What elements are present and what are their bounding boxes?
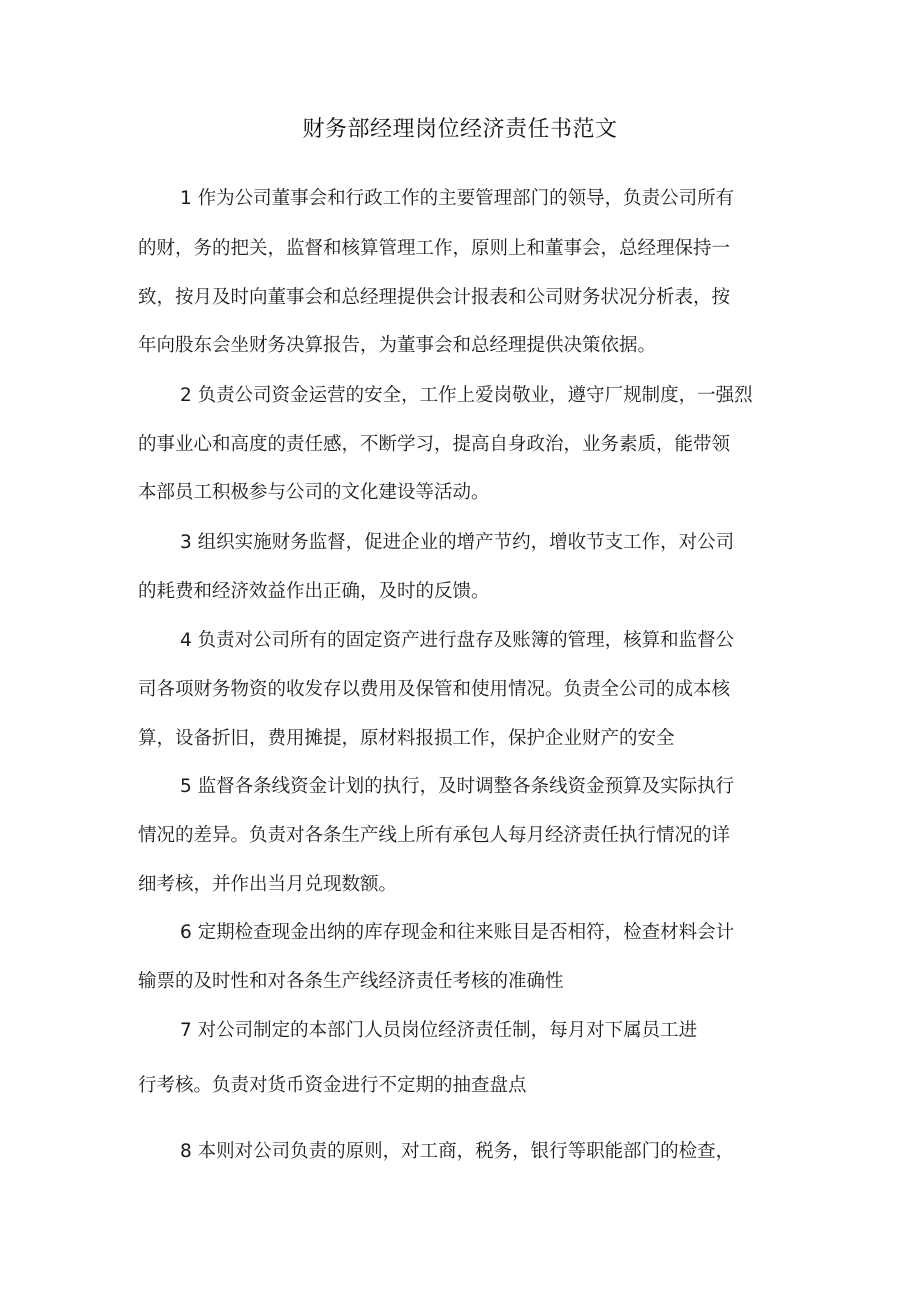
paragraph-6-line-2: 输票的及时性和对各条生产线经济责任考核的准确性 <box>138 971 564 992</box>
paragraph-7-line-1: 7 对公司制定的本部门人员岗位经济责任制，每月对下属员工进 <box>180 1020 698 1041</box>
paragraph-3-line-2: 的耗费和经济效益作出正确，及时的反馈。 <box>138 581 490 602</box>
paragraph-1-line-4: 年向股东会坐财务决算报告，为董事会和总经理提供决策依据。 <box>138 335 657 356</box>
paragraph-1-line-3: 致，按月及时向董事会和总经理提供会计报表和公司财务状况分析表，按 <box>138 287 731 308</box>
paragraph-1-line-1: 1 作为公司董事会和行政工作的主要管理部门的领导，负责公司所有 <box>180 188 735 209</box>
paragraph-5-line-2: 情况的差异。负责对各条生产线上所有承包人每月经济责任执行情况的详 <box>138 825 731 846</box>
paragraph-4-line-1: 4 负责对公司所有的固定资产进行盘存及账簿的管理，核算和监督公 <box>180 630 735 651</box>
paragraph-2-line-1: 2 负责公司资金运营的安全，工作上爱岗敬业，遵守厂规制度，一强烈 <box>180 385 753 406</box>
paragraph-4-line-2: 司各项财务物资的收发存以费用及保管和使用情况。负责全公司的成本核 <box>138 679 731 700</box>
paragraph-2-line-3: 本部员工积极参与公司的文化建设等活动。 <box>138 482 490 503</box>
paragraph-7-line-2: 行考核。负责对货币资金进行不定期的抽查盘点 <box>138 1075 527 1096</box>
document-title: 财务部经理岗位经济责任书范文 <box>302 117 618 142</box>
paragraph-3-line-1: 3 组织实施财务监督，促进企业的增产节约，增收节支工作，对公司 <box>180 532 735 553</box>
paragraph-5-line-1: 5 监督各条线资金计划的执行，及时调整各条线资金预算及实际执行 <box>180 776 735 797</box>
paragraph-1-line-2: 的财，务的把关，监督和核算管理工作，原则上和董事会，总经理保持一 <box>138 238 731 259</box>
paragraph-8-line-1: 8 本则对公司负责的原则，对工商，税务，银行等职能部门的检查， <box>180 1141 735 1162</box>
paragraph-4-line-3: 算，设备折旧，费用摊提，原材料报损工作，保护企业财产的安全 <box>138 728 675 749</box>
paragraph-5-line-3: 细考核，并作出当月兑现数额。 <box>138 874 398 895</box>
paragraph-2-line-2: 的事业心和高度的责任感，不断学习，提高自身政治，业务素质，能带领 <box>138 434 731 455</box>
paragraph-6-line-1: 6 定期检查现金出纳的库存现金和往来账目是否相符，检查材料会计 <box>180 922 735 943</box>
